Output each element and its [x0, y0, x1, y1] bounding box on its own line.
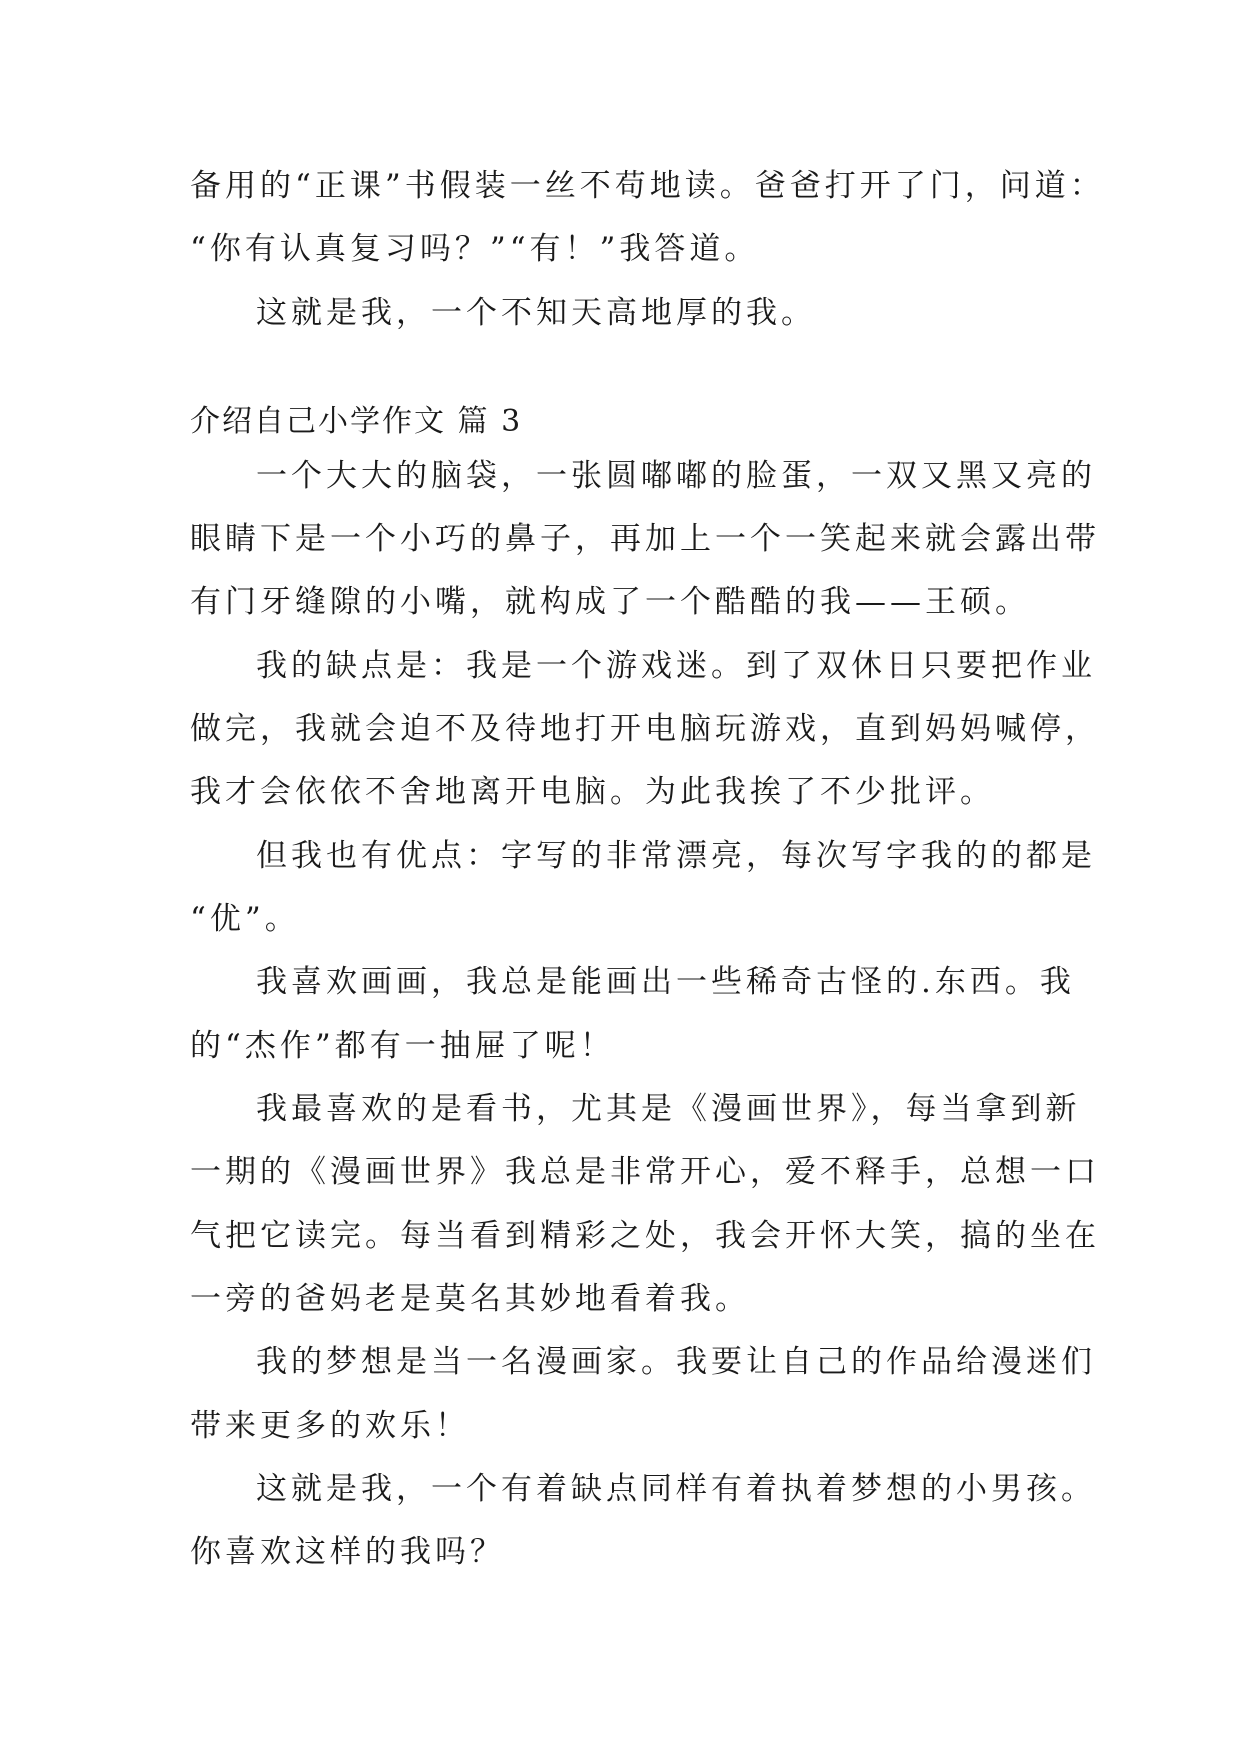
paragraph-line: 我的梦想是当一名漫画家。我要让自己的作品给漫迷们	[256, 1344, 1096, 1380]
text-line: 你喜欢这样的我吗？	[190, 1534, 505, 1570]
text-line: 备用的“正课”书假装一丝不苟地读。爸爸打开了门，问道：	[190, 168, 1105, 204]
text-line: 的“杰作”都有一抽屉了呢！	[190, 1028, 615, 1064]
text-line: 有门牙缝隙的小嘴，就构成了一个酷酷的我——王硕。	[190, 584, 1030, 620]
text-line: 一期的《漫画世界》我总是非常开心，爱不释手，总想一口	[190, 1154, 1100, 1190]
text-line: 一旁的爸妈老是莫名其妙地看着我。	[190, 1281, 750, 1317]
text-line: 我才会依依不舍地离开电脑。为此我挨了不少批评。	[190, 774, 995, 810]
paragraph-line: 我最喜欢的是看书，尤其是《漫画世界》，每当拿到新	[256, 1091, 1081, 1127]
paragraph-line: 我的缺点是：我是一个游戏迷。到了双休日只要把作业	[256, 648, 1096, 684]
paragraph-line: 我喜欢画画，我总是能画出一些稀奇古怪的.东西。我	[256, 964, 1075, 1000]
paragraph-line: 这就是我，一个不知天高地厚的我。	[256, 295, 816, 331]
text-line: “优”。	[190, 901, 300, 937]
text-line: “你有认真复习吗？”“有！”我答道。	[190, 231, 760, 267]
text-line: 带来更多的欢乐！	[190, 1408, 470, 1444]
text-line: 做完，我就会迫不及待地打开电脑玩游戏，直到妈妈喊停，	[190, 711, 1100, 747]
paragraph-line: 一个大大的脑袋，一张圆嘟嘟的脸蛋，一双又黑又亮的	[256, 458, 1096, 494]
text-line: 气把它读完。每当看到精彩之处，我会开怀大笑，搞的坐在	[190, 1218, 1100, 1254]
text-line: 眼睛下是一个小巧的鼻子，再加上一个一笑起来就会露出带	[190, 521, 1100, 557]
paragraph-line: 这就是我，一个有着缺点同样有着执着梦想的小男孩。	[256, 1471, 1096, 1507]
section-heading: 介绍自己小学作文 篇 3	[190, 404, 523, 439]
paragraph-line: 但我也有优点：字写的非常漂亮，每次写字我的的都是	[256, 838, 1096, 874]
